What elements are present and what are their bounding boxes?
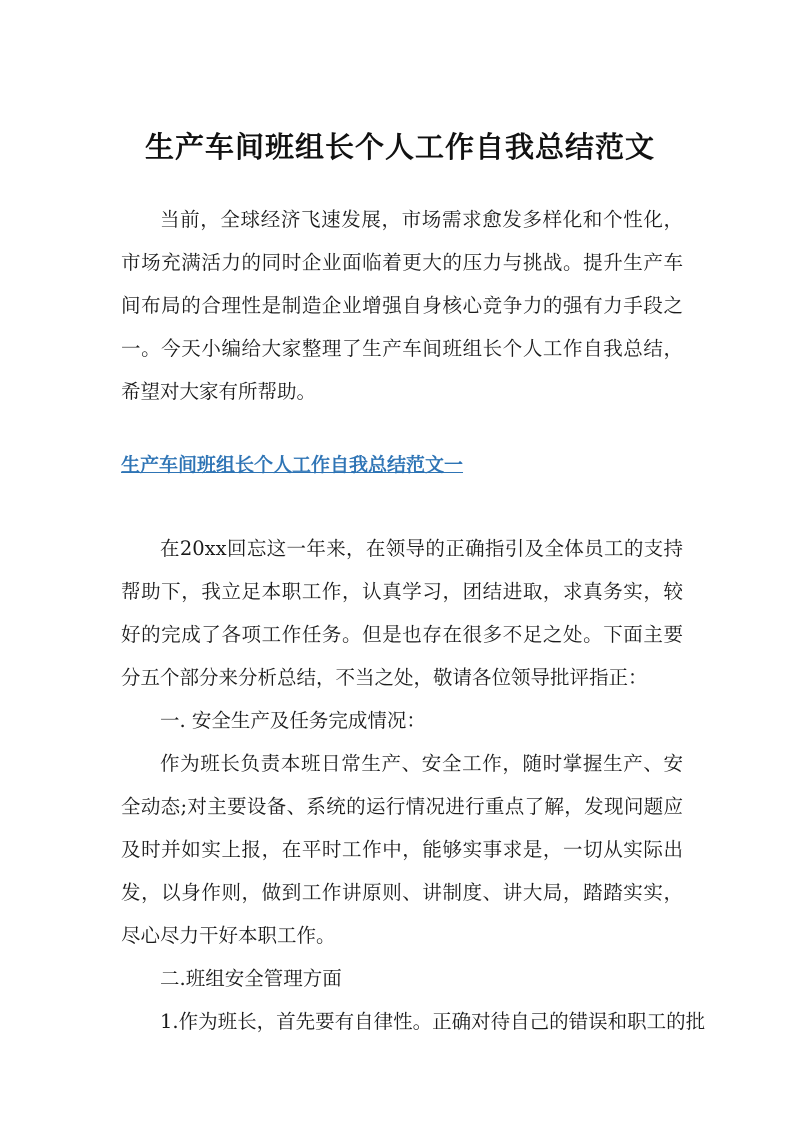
subheading-safety-production: 一. 安全生产及任务完成情况： — [160, 709, 426, 732]
subheading-team-safety-management: 二.班组安全管理方面 — [160, 967, 342, 990]
intro-paragraph: 当前，全球经济飞速发展，市场需求愈发多样化和个性化，市场充满活力的同时企业面临着更大的压力与挑战。提升生产车间布局的合理性是制造企业增强自身核心竞争力的强有力手段之一。今天小编给大家整理了生产车间班组长个人工作自我总结，希望对大家有所帮助。 — [121, 208, 683, 403]
body-paragraph-2: 作为班长负责本班日常生产、安全工作，随时掌握生产、安全动态;对主要设备、系统的运行情况进行重点了解，发现问题应及时并如实上报，在平时工作中，能够实事求是，一切从实际出发，以身作则，做到工作讲原则、讲制度、讲大局，踏踏实实，尽心尽力干好本职工作。 — [121, 752, 683, 947]
list-item-1: 1.作为班长，首先要有自律性。正确对待自己的错误和职工的批 — [160, 1010, 706, 1033]
section-heading-link[interactable]: 生产车间班组长个人工作自我总结范文一 — [121, 454, 464, 476]
body-paragraph-1: 在20xx回忘这一年来，在领导的正确指引及全体员工的支持帮助下，我立足本职工作，认真学习，团结进取，求真务实，较好的完成了各项工作任务。但是也存在很多不足之处。下面主要分五个部分来分析总结，不当之处，敬请各位领导批评指正： — [121, 537, 683, 689]
document-title: 生产车间班组长个人工作自我总结范文 — [144, 130, 655, 164]
